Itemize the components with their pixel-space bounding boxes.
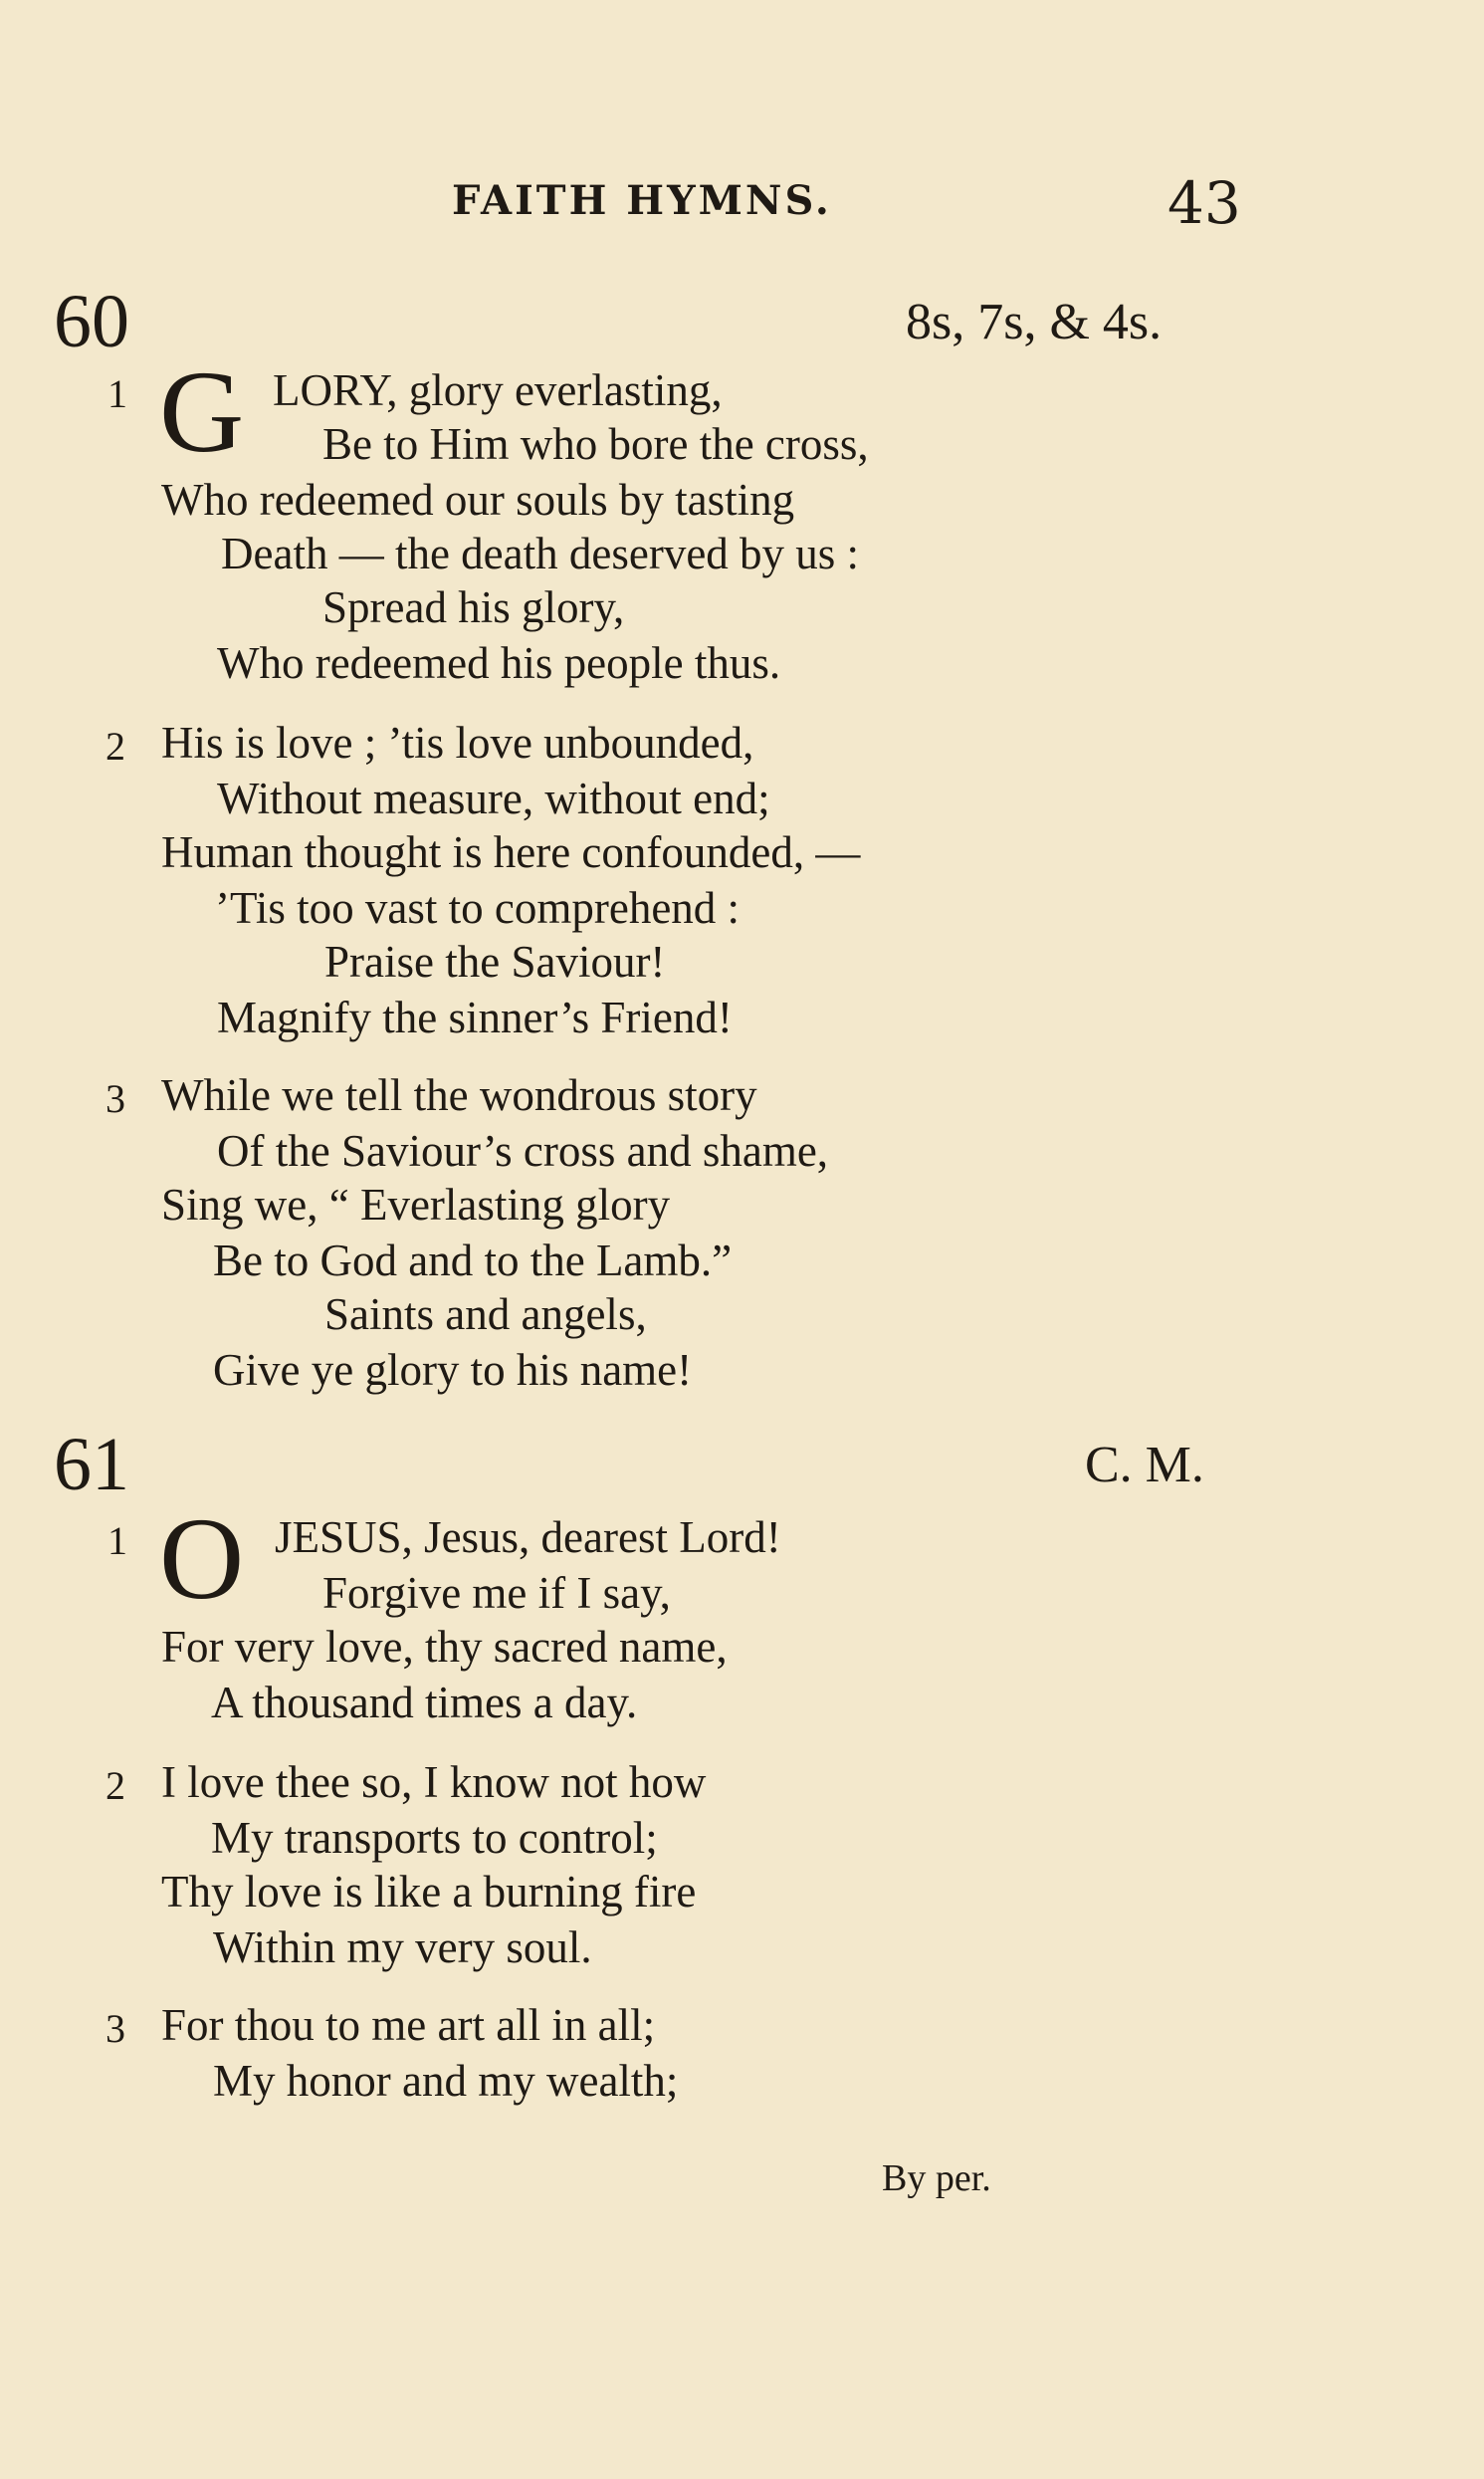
page-number: 43 [1167,169,1241,237]
hymn-line: Be to God and to the Lamb.” [213,1236,733,1285]
hymn-number: 60 [54,280,129,363]
hymn-line: ’Tis too vast to comprehend : [215,883,741,933]
hymn-line: While we tell the wondrous story [161,1070,757,1120]
hymn-number: 61 [54,1423,129,1506]
attribution: By per. [882,2157,991,2199]
drop-cap: G [159,346,245,477]
hymn-meter: 8s, 7s, & 4s. [906,294,1163,350]
hymn-line: Of the Saviour’s cross and shame, [217,1126,829,1176]
hymn-line: His is love ; ’tis love unbounded, [161,718,754,768]
verse-number: 1 [107,371,127,416]
hymn-line: Give ye glory to his name! [213,1345,693,1395]
hymn-line: Spread his glory, [322,582,625,632]
hymn-line: My transports to control; [211,1813,658,1863]
hymn-line: JESUS, Jesus, dearest Lord! [275,1512,781,1562]
verse-number: 3 [106,2006,125,2051]
hymn-line: Death — the death deserved by us : [221,529,860,578]
hymn-line: LORY, glory everlasting, [273,365,723,415]
hymn-meter: C. M. [1085,1437,1204,1493]
verse-number: 1 [107,1518,127,1563]
hymn-line: For very love, thy sacred name, [161,1622,728,1672]
hymn-line: Within my very soul. [213,1922,592,1972]
verse-number: 2 [106,724,125,769]
hymn-line: My honor and my wealth; [213,2056,679,2106]
hymn-line: For thou to me art all in all; [161,2000,656,2050]
hymn-line: Forgive me if I say, [322,1568,671,1618]
hymn-line: Who redeemed our souls by tasting [161,475,795,525]
verse-number: 3 [106,1076,125,1121]
hymn-line: A thousand times a day. [211,1678,638,1727]
hymn-line: Who redeemed his people thus. [217,638,781,688]
hymn-line: Be to Him who bore the cross, [322,419,869,469]
hymn-line: Saints and angels, [324,1289,647,1339]
hymn-line: Human thought is here confounded, — [161,827,861,877]
hymn-line: Praise the Saviour! [324,937,666,987]
hymn-line: I love thee so, I know not how [161,1757,707,1807]
hymn-line: Thy love is like a burning fire [161,1867,697,1916]
verse-number: 2 [106,1763,125,1808]
hymn-line: Sing we, “ Everlasting glory [161,1180,671,1230]
running-title: FAITH HYMNS. [452,177,832,224]
hymn-line: Magnify the sinner’s Friend! [217,993,733,1042]
hymn-line: Without measure, without end; [217,774,770,823]
drop-cap: O [159,1493,245,1624]
